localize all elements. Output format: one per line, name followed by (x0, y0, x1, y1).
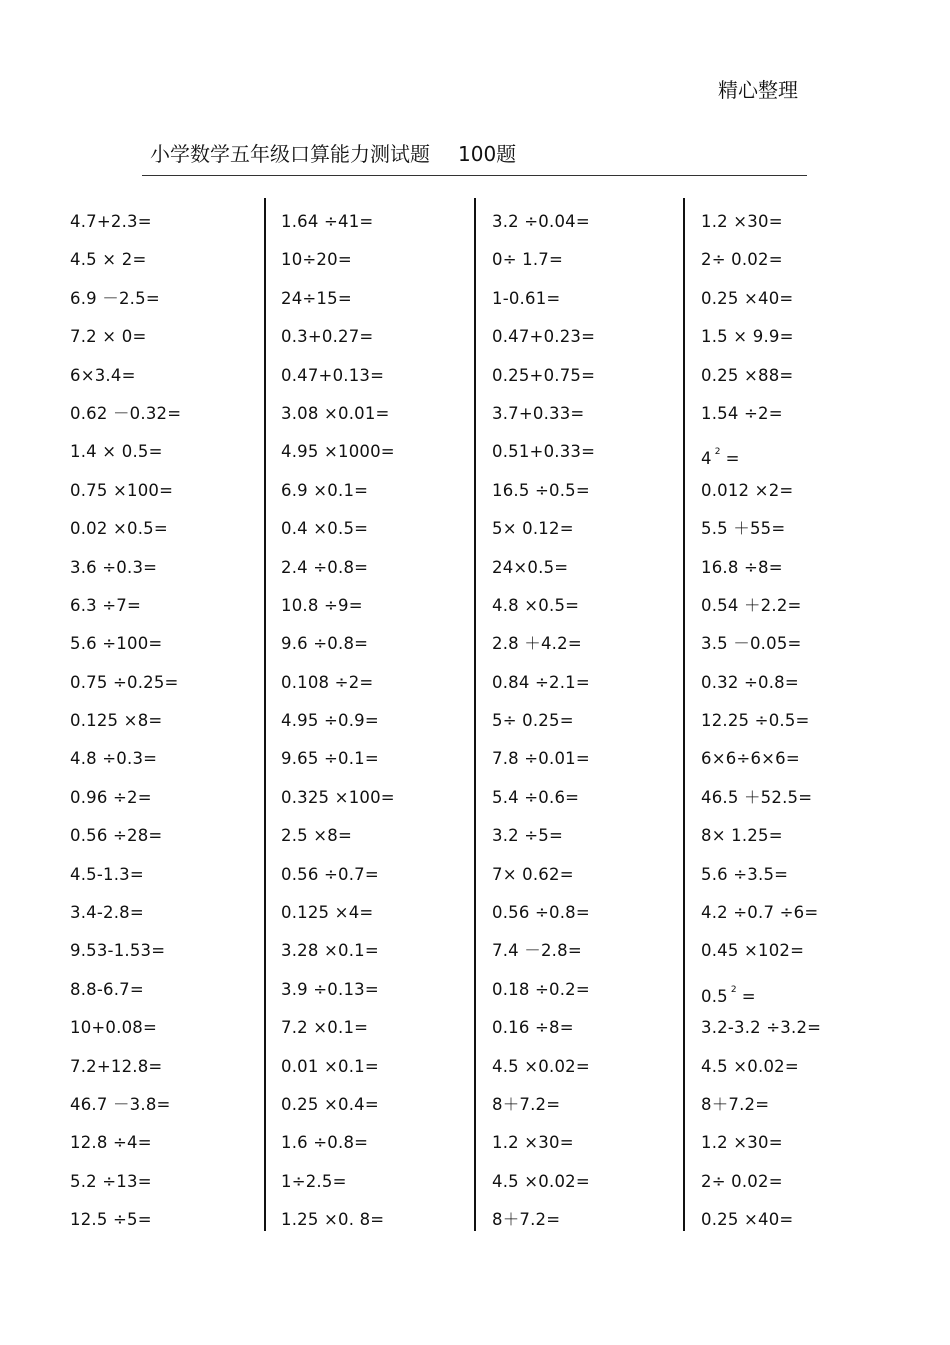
problem-item: 5.4 ÷0.6= (492, 787, 580, 807)
problem-item: 0.62 －0.32= (70, 403, 182, 423)
problem-item: 1.5 × 9.9= (701, 327, 794, 347)
problem-item: 1.2 ×30= (701, 1133, 783, 1153)
problem-item: 0.32 ÷0.8= (701, 672, 799, 692)
problem-item: 4.8 ÷0.3= (70, 749, 158, 769)
problem-item: 0.125 ×4= (281, 903, 374, 923)
problem-item: 5.6 ÷3.5= (701, 864, 789, 884)
problem-item: 0.01 ×0.1= (281, 1056, 379, 1076)
problem-column-2 (281, 203, 481, 1240)
problem-item: 8× 1.25= (701, 826, 783, 846)
problem-item: 0.45 ×102= (701, 941, 805, 961)
problem-item: 7.8 ÷0.01= (492, 749, 590, 769)
problem-item: 46.7 －3.8= (70, 1094, 171, 1114)
problem-tail: = (741, 986, 756, 1006)
problem-item: 0.47+0.23= (492, 327, 596, 347)
problem-item: 4.95 ÷0.9= (281, 711, 379, 731)
problem-item: 6.9 ×0.1= (281, 480, 369, 500)
problem-item: 7.4 －2.8= (492, 941, 582, 961)
problem-item: 0.51+0.33= (492, 442, 596, 462)
problem-item: 24÷15= (281, 288, 352, 308)
problem-item: 1.2 ×30= (701, 212, 783, 231)
problem-item: 10.8 ÷9= (281, 595, 363, 615)
problem-item: 3.08 ×0.01= (281, 403, 390, 423)
problem-item: 10+0.08= (70, 1018, 157, 1038)
problem-item: 0.18 ÷0.2= (492, 979, 590, 999)
problem-item: 0.16 ÷8= (492, 1018, 574, 1038)
problem-item: 5÷ 0.25= (492, 711, 574, 731)
problem-item: 2.4 ÷0.8= (281, 557, 369, 577)
problem-tail: = (725, 449, 740, 469)
problem-item: 2÷ 0.02= (701, 1171, 783, 1191)
header-note: 精心整理 (718, 78, 798, 102)
problem-item: 6×6÷6×6= (701, 749, 800, 769)
problem-item: 3.4-2.8= (70, 903, 144, 923)
problem-item: 0.325 ×100= (281, 787, 395, 807)
problem-item: 0.56 ÷0.8= (492, 903, 590, 923)
problem-exponent: 2 (730, 984, 737, 995)
problem-item: 4.7+2.3= (70, 212, 152, 231)
problem-item: 7.2 × 0= (70, 327, 147, 347)
title-text: 小学数学五年级口算能力测试题 (150, 142, 430, 166)
problem-item: 4.2 ÷0.7 ÷6= (701, 903, 819, 923)
problem-item: 0.56 ÷28= (70, 826, 163, 846)
problem-item: 0.25 ×0.4= (281, 1094, 379, 1114)
page-title (150, 138, 516, 167)
problem-item: 0.47+0.13= (281, 365, 385, 385)
problem-item: 8＋7.2= (492, 1094, 561, 1114)
problem-item: 5.2 ÷13= (70, 1171, 152, 1191)
problem-item: 4.5 ×0.02= (701, 1056, 799, 1076)
problem-item: 3.2 ÷5= (492, 826, 564, 846)
problem-item: 3.9 ÷0.13= (281, 979, 379, 999)
problem-item: 0.75 ÷0.25= (70, 672, 179, 692)
problem-item: 0.02 ×0.5= (70, 519, 168, 539)
title-count: 100题 (458, 142, 517, 166)
problem-item: 9.65 ÷0.1= (281, 749, 379, 769)
problem-item: 1.64 ÷41= (281, 212, 374, 231)
problem-item: 12.25 ÷0.5= (701, 711, 810, 731)
problem-item: 4.5 ×0.02= (492, 1056, 590, 1076)
problem-item: 2÷ 0.02= (701, 250, 783, 270)
problem-item: 0.25 ×40= (701, 1210, 794, 1230)
problem-item: 4.8 ×0.5= (492, 595, 580, 615)
problem-item: 2.5 ×8= (281, 826, 353, 846)
problem-column-1 (70, 203, 270, 1240)
problem-column-4 (701, 203, 901, 1240)
problem-base: 4 (701, 449, 712, 469)
problem-item: 3.2-3.2 ÷3.2= (701, 1018, 822, 1038)
problem-item (701, 971, 901, 1009)
problem-item: 0.012 ×2= (701, 480, 794, 500)
problem-item: 8＋7.2= (701, 1094, 770, 1114)
problem-item: 0÷ 1.7= (492, 250, 564, 270)
problem-item: 7× 0.62= (492, 864, 574, 884)
problem-item: 4.5-1.3= (70, 864, 144, 884)
problem-item: 8.8-6.7= (70, 979, 144, 999)
problem-item: 1-0.61= (492, 288, 561, 308)
problem-item: 0.56 ÷0.7= (281, 864, 379, 884)
problem-item: 7.2 ×0.1= (281, 1018, 369, 1038)
problem-item: 0.25 ×88= (701, 365, 794, 385)
problem-item: 3.6 ÷0.3= (70, 557, 158, 577)
problem-item: 7.2+12.8= (70, 1056, 163, 1076)
problem-base: 0.5 (701, 986, 728, 1006)
problem-item: 3.28 ×0.1= (281, 941, 379, 961)
problem-item: 0.3+0.27= (281, 327, 374, 347)
problem-item: 0.4 ×0.5= (281, 519, 369, 539)
problem-item: 5.5 ＋55= (701, 519, 786, 539)
problem-item: 3.7+0.33= (492, 403, 585, 423)
problem-item: 1÷2.5= (281, 1171, 347, 1191)
problem-item: 0.108 ÷2= (281, 672, 374, 692)
problem-item: 4.95 ×1000= (281, 442, 395, 462)
problem-item: 6×3.4= (70, 365, 136, 385)
problem-item: 1.25 ×0. 8= (281, 1210, 385, 1230)
problem-item: 24×0.5= (492, 557, 569, 577)
problem-item: 5.6 ÷100= (70, 634, 163, 654)
problem-item: 2.8 ＋4.2= (492, 634, 582, 654)
problem-item: 9.6 ÷0.8= (281, 634, 369, 654)
problem-item: 0.84 ÷2.1= (492, 672, 590, 692)
problem-item: 1.4 × 0.5= (70, 442, 163, 462)
problem-item: 12.5 ÷5= (70, 1210, 152, 1230)
problem-item: 0.75 ×100= (70, 480, 174, 500)
problem-item: 0.125 ×8= (70, 711, 163, 731)
problem-item: 1.6 ÷0.8= (281, 1133, 369, 1153)
problem-item: 0.96 ÷2= (70, 787, 152, 807)
problem-item: 16.8 ÷8= (701, 557, 783, 577)
problem-item: 0.25+0.75= (492, 365, 596, 385)
problem-item: 9.53-1.53= (70, 941, 166, 961)
problem-item: 1.2 ×30= (492, 1133, 574, 1153)
problem-item: 4.5 × 2= (70, 250, 147, 270)
problem-item: 46.5 ＋52.5= (701, 787, 813, 807)
problem-column-3 (492, 203, 692, 1240)
problem-item: 16.5 ÷0.5= (492, 480, 590, 500)
problem-item (701, 433, 901, 471)
problem-item: 0.25 ×40= (701, 288, 794, 308)
problem-item: 4.5 ×0.02= (492, 1171, 590, 1191)
problem-item: 6.3 ÷7= (70, 595, 142, 615)
problem-item: 10÷20= (281, 250, 352, 270)
problem-item: 8＋7.2= (492, 1210, 561, 1230)
problem-item: 0.54 ＋2.2= (701, 595, 802, 615)
problem-item: 1.54 ÷2= (701, 403, 783, 423)
problem-item: 3.5 －0.05= (701, 634, 802, 654)
problem-item: 5× 0.12= (492, 519, 574, 539)
problem-item: 6.9 －2.5= (70, 288, 160, 308)
title-underline (142, 175, 807, 176)
problem-item: 12.8 ÷4= (70, 1133, 152, 1153)
problem-exponent: 2 (714, 447, 721, 458)
problem-item: 3.2 ÷0.04= (492, 212, 590, 231)
